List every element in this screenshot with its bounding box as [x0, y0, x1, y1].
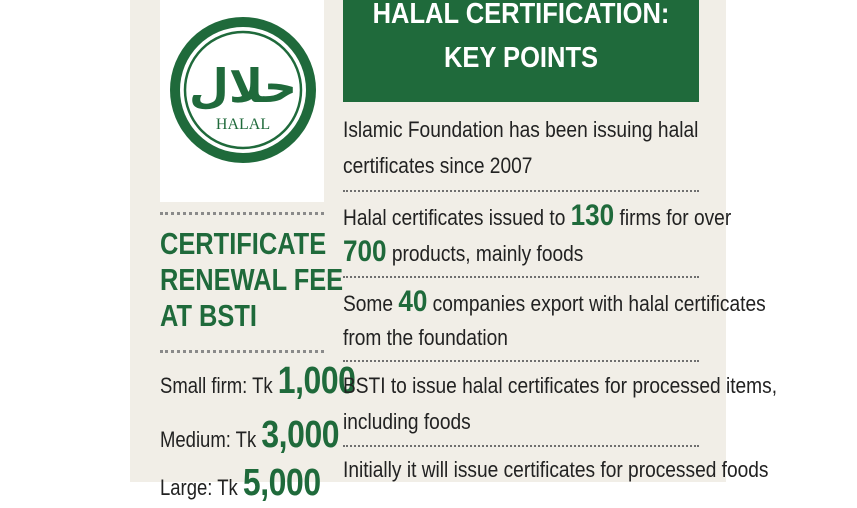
key-point-text: firms for over — [614, 205, 732, 230]
logo-arabic-text: حلال — [189, 59, 297, 113]
key-points-header — [343, 0, 699, 102]
fee-row-medium — [160, 414, 339, 460]
key-point-line — [343, 112, 699, 148]
header-title-line: KEY POINTS — [443, 42, 599, 74]
logo-latin-text: HALAL — [215, 116, 271, 133]
fee-row-large — [160, 462, 321, 508]
key-point-line — [343, 452, 769, 488]
halal-logo — [160, 0, 324, 202]
divider — [343, 190, 699, 192]
fee-label: Large: Tk — [160, 475, 243, 500]
key-point-text: from the foundation — [343, 325, 508, 350]
key-point-line — [343, 148, 687, 184]
key-point-text: Halal certificates issued to — [343, 205, 571, 230]
divider — [343, 445, 699, 447]
fee-amount: 5,000 — [242, 462, 321, 504]
key-point-line — [343, 198, 732, 236]
header-title-line: HALAL CERTIFICATION: — [372, 0, 670, 30]
fee-title-line: AT BSTI — [160, 298, 257, 333]
key-point-number: 40 — [398, 285, 428, 318]
renewal-fee-title — [160, 226, 344, 334]
fee-row-small — [160, 360, 356, 406]
key-point-number: 700 — [343, 235, 387, 268]
key-point-text: including foods — [343, 409, 471, 434]
fee-title-line: CERTIFICATE — [160, 226, 327, 261]
key-point-line — [343, 320, 687, 356]
key-point-text: companies export with halal certificates — [427, 291, 766, 316]
divider — [160, 212, 324, 215]
key-point-text: Islamic Foundation has been issuing halal — [343, 117, 699, 142]
key-point-number: 130 — [570, 199, 615, 232]
key-point-line — [343, 404, 687, 440]
fee-label: Medium: Tk — [160, 427, 262, 452]
key-point-text: Some — [343, 291, 399, 316]
fee-title-line: RENEWAL FEE — [160, 262, 344, 297]
key-point-line — [343, 284, 766, 322]
key-point-text: BSTI to issue halal certificates for processed items, — [343, 373, 778, 398]
halal-seal-icon — [160, 0, 324, 202]
divider — [343, 360, 699, 362]
key-point-text: Initially it will issue certificates for processed foods — [343, 457, 769, 482]
divider — [160, 350, 324, 353]
fee-amount: 3,000 — [261, 414, 340, 456]
fee-label: Small firm: Tk — [160, 373, 278, 398]
key-point-line — [343, 234, 687, 272]
key-point-text: certificates since 2007 — [343, 153, 533, 178]
key-point-line — [343, 368, 778, 404]
divider — [343, 276, 699, 278]
fee-amount: 1,000 — [277, 360, 356, 402]
key-point-text: products, mainly foods — [386, 241, 584, 266]
